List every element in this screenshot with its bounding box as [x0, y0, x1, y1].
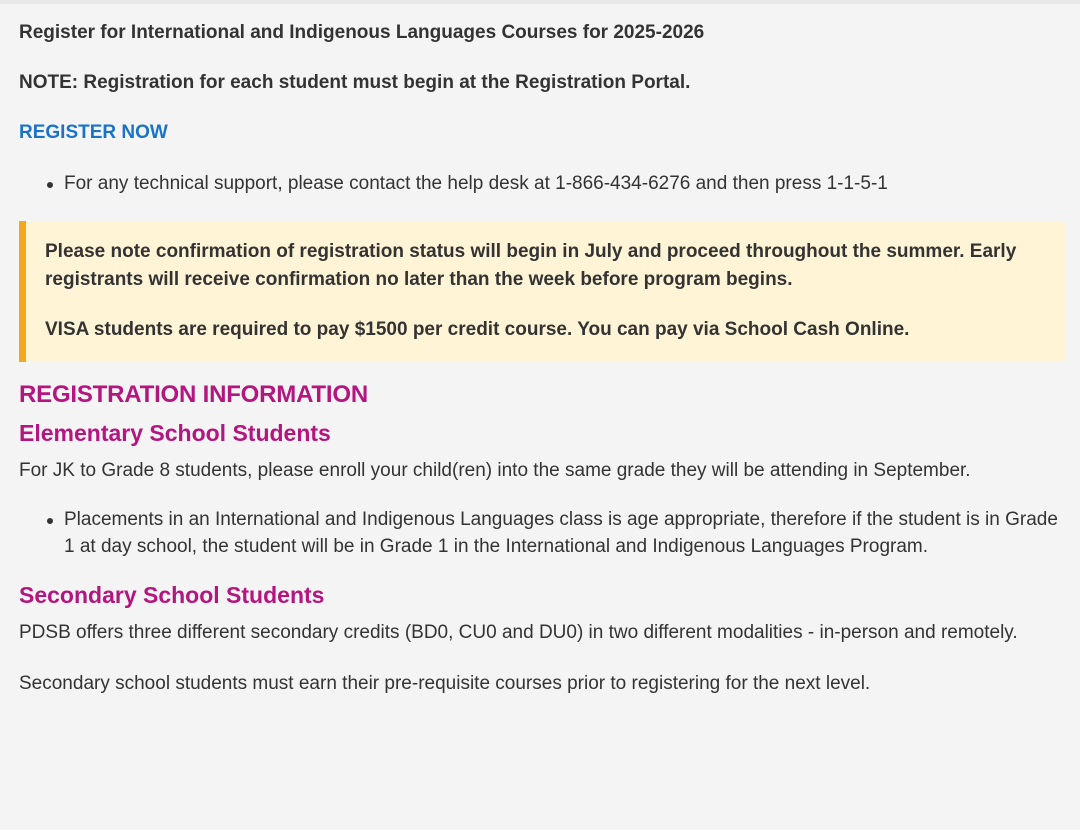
notice-confirmation-text: Please note confirmation of registration status will begin in July and proceed throughout the summer. Early registrants will receive confirmation no later than the week before program begins.: [45, 241, 1017, 290]
elementary-paragraph: For JK to Grade 8 students, please enroll your child(ren) into the same grade they will be attending in September.: [19, 460, 971, 481]
page-title: Register for International and Indigenous Languages Courses for 2025-2026: [19, 22, 705, 43]
registration-note: NOTE: Registration for each student must begin at the Registration Portal.: [19, 72, 691, 93]
elementary-list: [19, 506, 1061, 560]
elementary-heading: Elementary School Students: [19, 420, 331, 446]
secondary-paragraph-credits: PDSB offers three different secondary credits (BD0, CU0 and DU0) in two different modalities - in-person and remotely.: [19, 622, 1018, 643]
register-now-link[interactable]: REGISTER NOW: [19, 122, 168, 143]
list-item: For any technical support, please contact the help desk at 1-866-434-6276 and then press 1-1-5-1: [64, 170, 1061, 197]
support-list: [19, 170, 1061, 197]
list-item: Placements in an International and Indigenous Languages class is age appropriate, therefore if the student is in Grade 1 at day school, the student will be in Grade 1 in the International and Indigenous Languages Program.: [64, 506, 1061, 560]
secondary-paragraph-prerequisites: Secondary school students must earn their pre-requisite courses prior to registering for the next level.: [19, 673, 871, 694]
notice-box: [19, 221, 1065, 362]
notice-visa-text: VISA students are required to pay $1500 per credit course. You can pay via School Cash Online.: [45, 319, 910, 340]
registration-info-heading: REGISTRATION INFORMATION: [19, 381, 368, 408]
secondary-heading: Secondary School Students: [19, 582, 325, 608]
